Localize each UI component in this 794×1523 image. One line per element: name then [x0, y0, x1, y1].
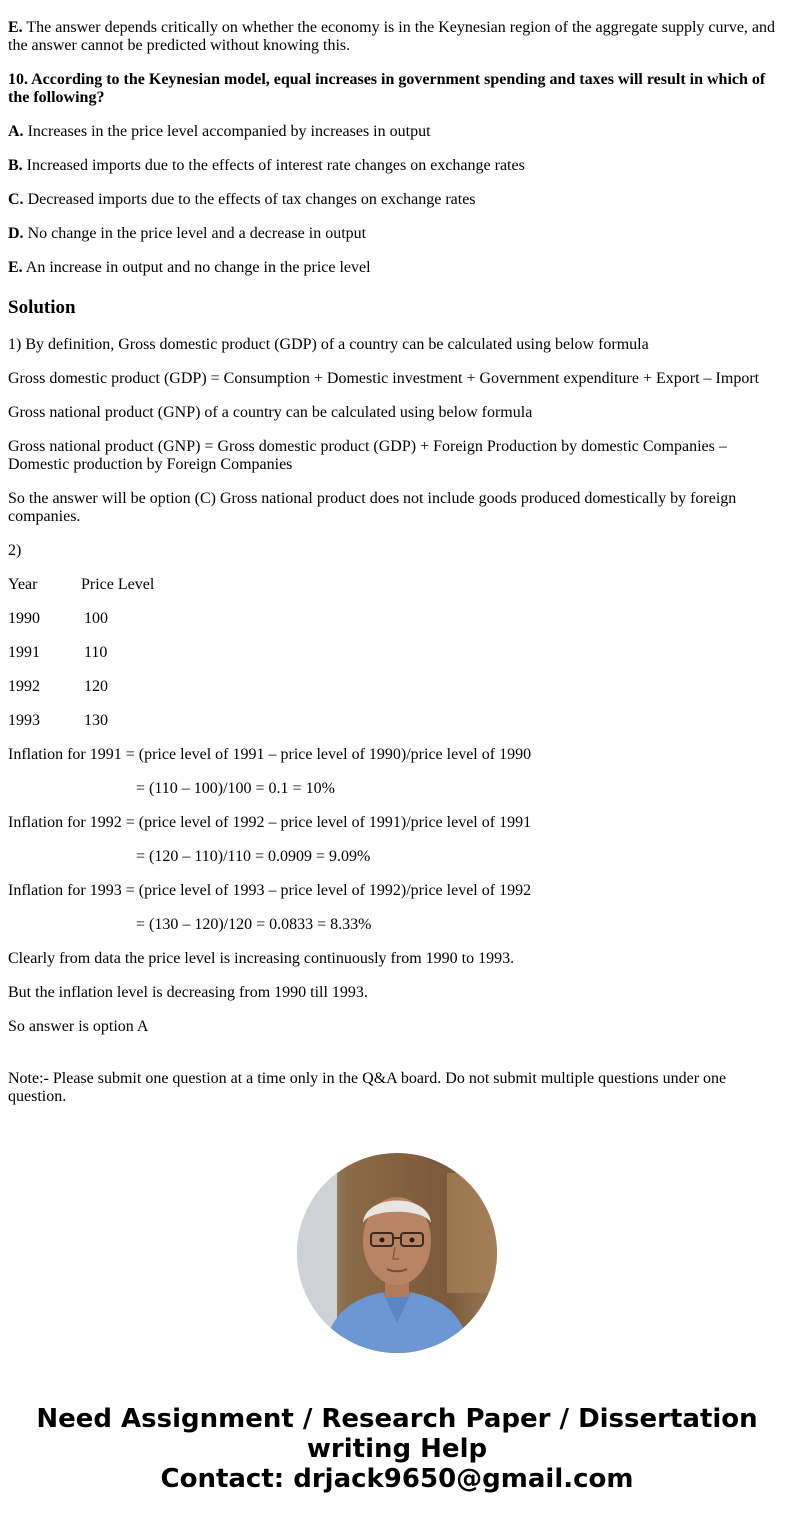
solution-paragraph-1: 1) By definition, Gross domestic product (GDP) of a country can be calculated using below formula — [8, 336, 649, 353]
conclusion-1: Clearly from data the price level is increasing continuously from 1990 to 1993. — [8, 950, 515, 967]
author-avatar — [297, 1153, 497, 1353]
cut-off-text-line — [8, 0, 786, 3]
question10-option-e: E. An increase in output and no change in the price level — [8, 259, 371, 276]
answer-2: So answer is option A — [8, 1018, 149, 1035]
price-table-row: 1991 110 — [8, 644, 108, 661]
promo-banner — [0, 1404, 794, 1494]
submission-note: Note:- Please submit one question at a time only in the Q&A board. Do not submit multiple questions under one question. — [8, 1070, 727, 1105]
inflation-1991-formula: Inflation for 1991 = (price level of 1991 – price level of 1990)/price level of 1990 — [8, 746, 532, 763]
promo-line-2: writing Help — [306, 1434, 488, 1464]
inflation-1992-formula: Inflation for 1992 = (price level of 1992 – price level of 1991)/price level of 1991 — [8, 814, 532, 831]
price-table-row: 1992 120 — [8, 678, 108, 695]
question9-option-e: E. The answer depends critically on whether the economy is in the Keynesian region of the aggregate supply curve, and the answer cannot be predicted without knowing this. — [8, 19, 776, 54]
inflation-1993-result: = (130 – 120)/120 = 0.0833 = 8.33% — [136, 916, 372, 933]
gdp-formula: Gross domestic product (GDP) = Consumption + Domestic investment + Government expenditure + Export – Import — [8, 370, 760, 387]
inflation-1992-result: = (120 – 110)/110 = 0.0909 = 9.09% — [136, 848, 371, 865]
solution-heading: Solution — [8, 297, 76, 318]
author-photo — [297, 1153, 497, 1353]
solution-paragraph-3: Gross national product (GNP) of a country can be calculated using below formula — [8, 404, 533, 421]
question10-option-a: A. Increases in the price level accompanied by increases in output — [8, 123, 431, 140]
conclusion-2: But the inflation level is decreasing from 1990 till 1993. — [8, 984, 368, 1001]
price-table-row: 1993 130 — [8, 712, 108, 729]
question10-option-b: B. Increased imports due to the effects of interest rate changes on exchange rates — [8, 157, 525, 174]
price-table-row: 1990 100 — [8, 610, 108, 627]
gnp-formula: Gross national product (GNP) = Gross domestic product (GDP) + Foreign Production by domestic Companies – Domestic production by Foreign Companies — [8, 438, 727, 473]
part-2-label: 2) — [8, 542, 22, 559]
question10-option-d: D. No change in the price level and a decrease in output — [8, 225, 367, 242]
promo-contact: Contact: drjack9650@gmail.com — [160, 1464, 634, 1494]
promo-line-1: Need Assignment / Research Paper / Dissertation — [36, 1404, 758, 1434]
inflation-1993-formula: Inflation for 1993 = (price level of 1993 – price level of 1992)/price level of 1992 — [8, 882, 532, 899]
question10-option-c: C. Decreased imports due to the effects of tax changes on exchange rates — [8, 191, 476, 208]
price-table-header: Year Price Level — [8, 576, 155, 593]
question10-title: 10. According to the Keynesian model, equal increases in government spending and taxes will result in which of the following? — [8, 71, 766, 106]
inflation-1991-result: = (110 – 100)/100 = 0.1 = 10% — [136, 780, 335, 797]
answer-1: So the answer will be option (C) Gross national product does not include goods produced domestically by foreign companies. — [8, 490, 737, 525]
